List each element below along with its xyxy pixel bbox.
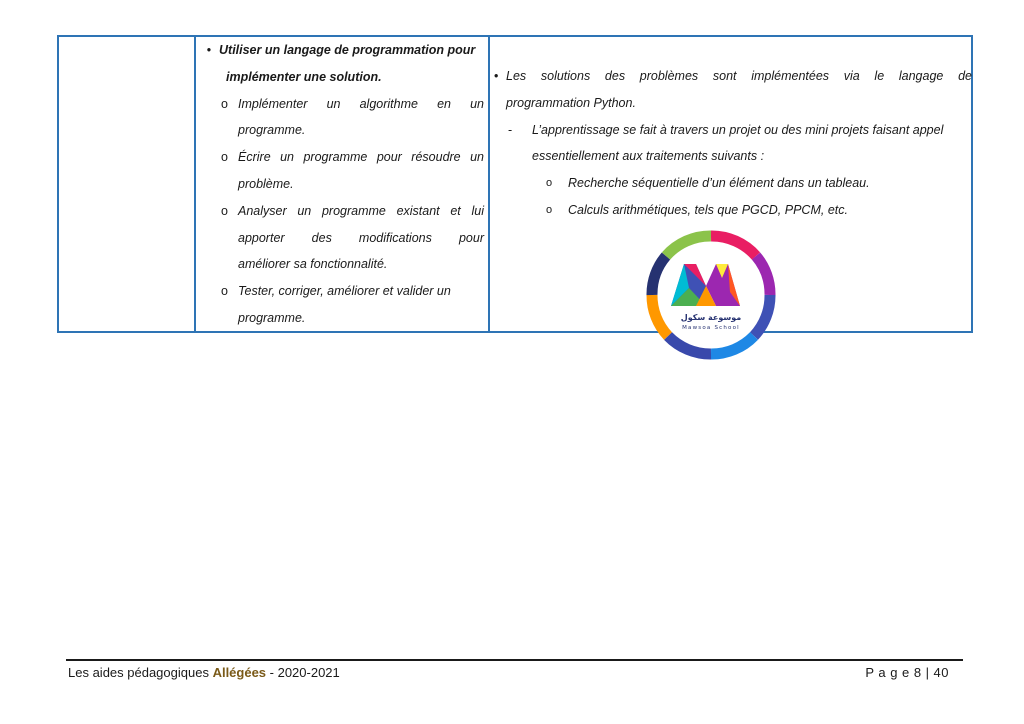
list-item: o Implémenter un algorithme en un <box>199 91 484 118</box>
list-item-continuation: programme. <box>238 310 306 325</box>
list-item-continuation: programme. <box>238 123 306 138</box>
total-pages: 40 <box>933 665 949 680</box>
column-divider-1 <box>194 37 196 331</box>
sub-list-item: o Calculs arithmétiques, tels que PGCD, PPCM, etc. <box>494 197 972 224</box>
list-item-continuation: améliorer sa fonctionnalité. <box>238 257 388 272</box>
svg-text:Mawsoa School: Mawsoa School <box>682 325 740 331</box>
list-item: o Analyser un programme existant et lui <box>199 198 484 225</box>
svg-text:موسوعة سكول: موسوعة سكول <box>680 313 742 322</box>
list-item: o Tester, corriger, améliorer et valider un <box>199 278 484 305</box>
circle-bullet-icon: o <box>221 150 228 165</box>
footer-accent: Allégées <box>212 665 267 680</box>
page-indicator: P a g e 8 | 40 <box>865 665 949 680</box>
list-item-continuation: problème. <box>238 176 294 191</box>
footer-divider <box>66 659 963 661</box>
circle-bullet-icon: o <box>221 203 228 218</box>
page-number: 8 <box>913 665 922 680</box>
right-cell <box>494 37 972 224</box>
middle-cell <box>199 37 484 332</box>
heading-line-1: Utiliser un langage de programmation pour <box>219 43 476 57</box>
dash-icon: - <box>508 122 513 137</box>
dash-item: - L’apprentissage se fait à travers un projet ou des mini projets faisant appel <box>494 117 972 144</box>
bullet-icon: • <box>494 69 499 83</box>
heading-bullet-item <box>199 37 484 64</box>
footer-title: Les aides pédagogiques Allégées - 2020-2021 <box>68 665 340 680</box>
column-divider-2 <box>488 37 490 331</box>
list-item-continuation: apporter des modifications pour <box>238 230 484 245</box>
circle-bullet-icon: o <box>221 284 228 299</box>
heading-line-2: implémenter une solution. <box>226 69 382 84</box>
circle-bullet-icon: o <box>546 177 553 190</box>
dash-continuation: essentiellement aux traitements suivants : <box>532 149 765 164</box>
sub-list-item: o Recherche séquentielle d’un élément dans un tableau. <box>494 170 972 197</box>
list-item: o Écrire un programme pour résoudre un <box>199 144 484 171</box>
solution-bullet-item: • Les solutions des problèmes sont implémentées via le langage de <box>494 63 972 90</box>
solution-continuation: programmation Python. <box>506 95 636 110</box>
bullet-icon: • <box>206 43 212 57</box>
mawsoa-school-logo <box>644 228 778 362</box>
circle-bullet-icon: o <box>221 96 228 111</box>
circle-bullet-icon: o <box>546 203 553 216</box>
content-table <box>57 35 973 333</box>
